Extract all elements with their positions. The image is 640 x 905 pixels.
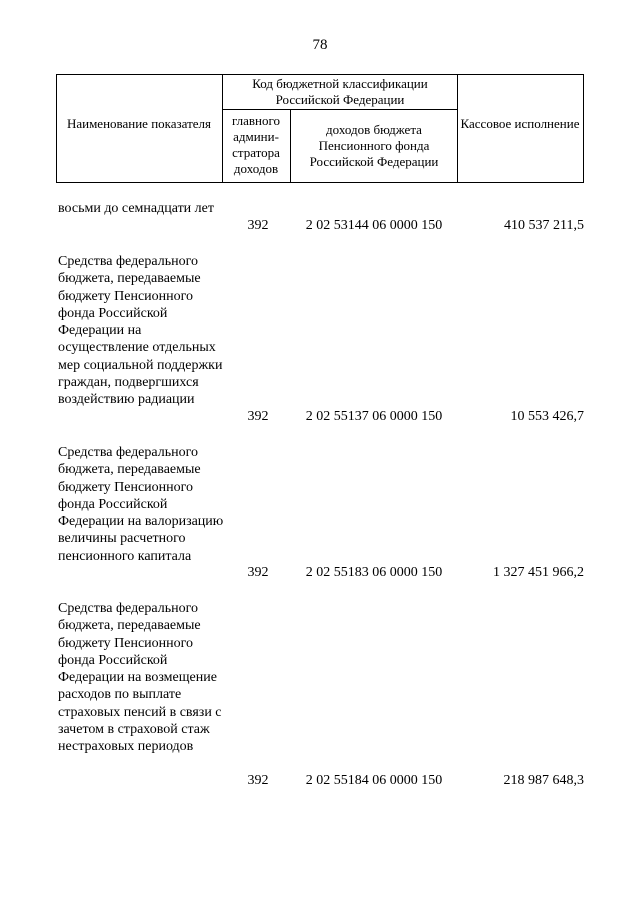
header-bottom-border: [56, 182, 584, 183]
row-budget-code: 2 02 53144 06 0000 150: [305, 218, 443, 233]
header-income: доходов бюджета Пенсионного фонда Российской Федерации: [309, 122, 439, 169]
row-admin-code: 392: [247, 773, 269, 788]
row-budget-code: 2 02 55184 06 0000 150: [305, 773, 443, 788]
row-amount: 218 987 648,3: [503, 773, 584, 788]
header-name: Наименование показателя: [66, 116, 212, 131]
table-row: [58, 200, 584, 236]
table-row: [58, 444, 584, 584]
row-admin-code: 392: [247, 409, 269, 424]
header-left-border: [56, 74, 57, 183]
row-amount: 10 553 426,7: [510, 409, 584, 424]
header-amount: Кассовое исполнение: [460, 116, 580, 131]
table-header: [56, 74, 584, 183]
page-number: 78: [312, 37, 328, 53]
header-top-border: [56, 74, 584, 75]
row-amount: 410 537 211,5: [504, 218, 584, 233]
group-divider: [222, 109, 457, 110]
row-name: Средства федерального бюджета, передаваемые бюджету Пенсионного фонда Российской Федерации на валоризацию величины расчетного пенсионного капитала: [58, 445, 224, 564]
header-admin: главного админи-стратора доходов: [231, 113, 281, 176]
row-budget-code: 2 02 55183 06 0000 150: [305, 565, 443, 580]
table-row: [58, 253, 584, 428]
row-name: восьми до семнадцати лет: [58, 201, 214, 216]
row-amount: 1 327 451 966,2: [493, 565, 584, 580]
header-divider-1: [222, 74, 223, 183]
header-right-border: [583, 74, 584, 183]
row-admin-code: 392: [247, 565, 269, 580]
header-divider-3: [457, 74, 458, 183]
header-divider-2: [290, 109, 291, 183]
row-admin-code: 392: [247, 218, 269, 233]
row-name: Средства федерального бюджета, передаваемые бюджету Пенсионного фонда Российской Федерации на возмещение расходов по выплате страховых пенсий в связи с зачетом в страховой стаж нестраховых периодов: [58, 601, 222, 755]
header-code-group: Код бюджетной классификации Российской Федерации: [252, 76, 428, 107]
row-budget-code: 2 02 55137 06 0000 150: [305, 409, 443, 424]
table-row: [58, 600, 584, 792]
row-name: Средства федерального бюджета, передаваемые бюджету Пенсионного фонда Российской Федерации на осуществление отдельных мер социальной поддержки граждан, подвергшихся воздействию радиации: [58, 254, 223, 408]
